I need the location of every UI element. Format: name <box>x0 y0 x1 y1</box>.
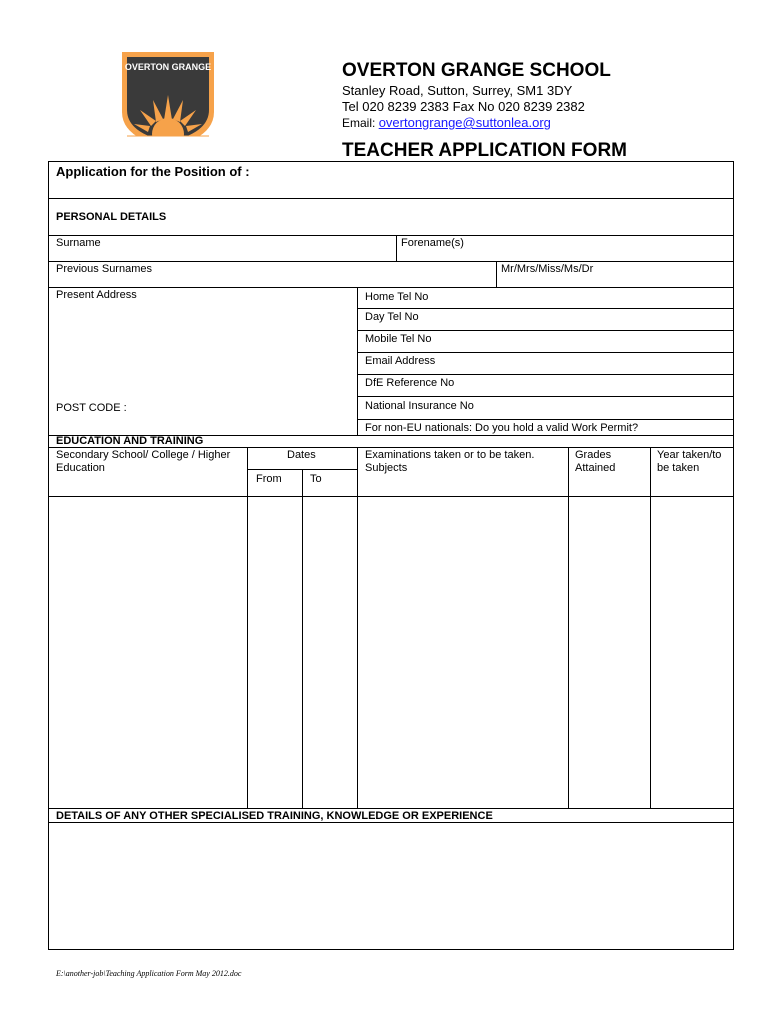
mobile-tel-label: Mobile Tel No <box>365 333 432 345</box>
col-to-header: To <box>310 473 322 485</box>
school-name: OVERTON GRANGE SCHOOL <box>342 60 611 81</box>
present-address-label: Present Address <box>56 289 137 301</box>
email-address-field[interactable] <box>445 353 730 373</box>
post-code-label: POST CODE : <box>56 402 127 414</box>
email-label: Email: <box>342 116 376 130</box>
school-crest-logo <box>118 50 218 150</box>
previous-surnames-field[interactable] <box>50 276 494 286</box>
col-exams-header: Examinations taken or to be taken. Subjects <box>365 449 535 474</box>
col-grades-header: Grades Attained <box>575 449 616 474</box>
previous-surnames-label: Previous Surnames <box>56 263 152 275</box>
form-title: TEACHER APPLICATION FORM <box>342 140 627 161</box>
school-email-link[interactable]: overtongrange@suttonlea.org <box>378 115 551 130</box>
training-details-field[interactable] <box>50 824 731 947</box>
email-address-label: Email Address <box>365 355 436 367</box>
education-heading: EDUCATION AND TRAINING <box>56 435 204 447</box>
title-field[interactable] <box>498 276 731 286</box>
svg-text:OVERTON GRANGE: OVERTON GRANGE <box>124 62 212 72</box>
education-exams-cell[interactable] <box>359 498 566 806</box>
position-label: Application for the Position of : <box>56 164 250 179</box>
training-heading: DETAILS OF ANY OTHER SPECIALISED TRAINING, KNOWLEDGE OR EXPERIENCE <box>56 810 493 822</box>
home-tel-label: Home Tel No <box>365 291 429 303</box>
personal-details-heading: PERSONAL DETAILS <box>56 211 167 223</box>
dfe-ref-label: DfE Reference No <box>365 377 455 389</box>
education-to-cell[interactable] <box>304 498 355 806</box>
education-school-cell[interactable] <box>50 498 245 806</box>
mobile-tel-field[interactable] <box>440 331 730 351</box>
surname-label: Surname <box>56 237 101 249</box>
school-phone: Tel 020 8239 2383 Fax No 020 8239 2382 <box>342 99 585 114</box>
ni-no-label: National Insurance No <box>365 400 474 412</box>
col-year-header: Year taken/to be taken <box>657 449 722 474</box>
surname-field[interactable] <box>50 250 394 260</box>
school-email-line <box>342 115 551 131</box>
position-field[interactable] <box>280 163 730 197</box>
present-address-field[interactable] <box>50 304 354 398</box>
title-label: Mr/Mrs/Miss/Ms/Dr <box>501 263 594 275</box>
education-year-cell[interactable] <box>652 498 731 806</box>
education-from-cell[interactable] <box>249 498 300 806</box>
work-permit-label: For non-EU nationals: Do you hold a valid Work Permit? <box>365 422 639 434</box>
day-tel-label: Day Tel No <box>365 311 419 323</box>
col-from-header: From <box>256 473 282 485</box>
document-path-footer: E:\another-job\Teaching Application Form May 2012.doc <box>56 969 242 978</box>
col-dates-header: Dates <box>287 449 316 461</box>
education-grades-cell[interactable] <box>570 498 648 806</box>
day-tel-field[interactable] <box>430 309 730 329</box>
forenames-field[interactable] <box>398 250 731 260</box>
ni-no-field[interactable] <box>485 398 730 418</box>
dfe-ref-field[interactable] <box>465 375 730 395</box>
col-school-header: Secondary School/ College / Higher Education <box>56 449 231 474</box>
work-permit-field[interactable] <box>660 420 730 434</box>
home-tel-field[interactable] <box>440 289 730 307</box>
school-address: Stanley Road, Sutton, Surrey, SM1 3DY <box>342 83 573 98</box>
post-code-field[interactable] <box>136 400 354 414</box>
forenames-label: Forename(s) <box>401 237 464 249</box>
